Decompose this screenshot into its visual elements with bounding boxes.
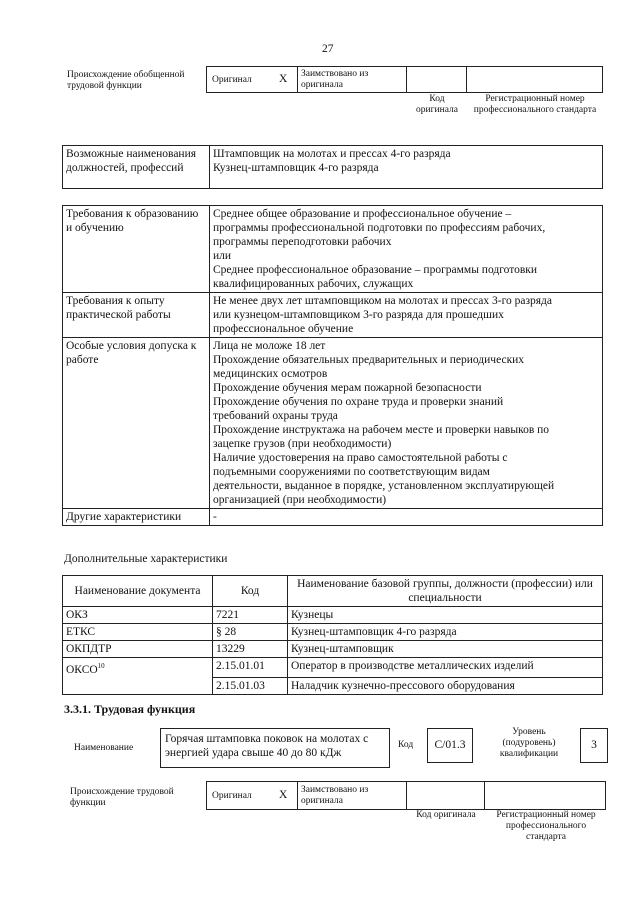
requirement-line: Прохождение обучения мерам пожарной безопасности: [213, 382, 482, 394]
function-code-label: Код: [398, 740, 414, 750]
origin-borrowed-label: Заимствовано из оригинала: [301, 785, 369, 806]
requirement-line: программы переподготовки рабочих: [213, 236, 392, 248]
requirement-line: зацепке грузов (при необходимости): [213, 438, 392, 450]
origin-label: Происхождение трудовой функции: [70, 787, 174, 808]
function-name-box: [160, 728, 390, 768]
cell-document: ОКПДТР: [63, 641, 213, 658]
additional-title: Дополнительные характеристики: [64, 553, 228, 565]
cell-document: [63, 658, 213, 678]
requirement-label: Особые условия допуска к работе: [63, 338, 210, 509]
table-row: [63, 678, 603, 695]
table-row: [63, 624, 603, 641]
requirement-line: профессиональное обучение: [213, 323, 354, 335]
origin-code-caption: Код оригинала: [416, 810, 476, 820]
origin-borrowed-cell: [297, 66, 407, 93]
requirement-line: -: [213, 511, 217, 523]
section-heading: 3.3.1. Трудовая функция: [64, 702, 196, 716]
requirement-line: деятельности, выданное в порядке, установленном эксплуатирующей: [213, 480, 555, 492]
cell-code: § 28: [213, 624, 288, 641]
requirements-table: [62, 205, 603, 526]
origin-borrowed-cell: [297, 781, 407, 810]
cell-code: 7221: [213, 607, 288, 624]
table-row: [63, 658, 603, 678]
function-code-box: [427, 728, 473, 763]
requirement-value: [210, 293, 603, 338]
cell-name: Оператор в производстве металлических изделий: [288, 658, 603, 678]
cell-document-text: ОКСО: [66, 663, 98, 676]
origin-label: Происхождение обобщенной трудовой функции: [67, 70, 185, 91]
table-header-row: [63, 576, 603, 607]
cell-document: ОКЗ: [63, 607, 213, 624]
requirement-line: медицинских осмотров: [213, 368, 328, 380]
requirement-line: подъемными сооружениями по соответствующим видам: [213, 466, 490, 478]
requirement-line: Наличие удостоверения на право самостоятельной работы с: [213, 452, 508, 464]
requirement-value: [210, 338, 603, 509]
origin-code-caption: Код оригинала: [416, 94, 458, 115]
requirement-line: или: [213, 250, 232, 262]
requirement-line: Прохождение инструктажа на рабочем месте и проверки навыков по: [213, 424, 550, 436]
function-name-value: Горячая штамповка поковок на молотах с энергией удара свыше 40 до 80 кДж: [165, 733, 369, 759]
footnote-ref: 10: [97, 662, 105, 670]
requirement-line: программы профессиональной подготовки по профессиям рабочих,: [213, 222, 546, 234]
origin-code-cell: [406, 66, 467, 93]
origin-original-mark: X: [279, 789, 288, 801]
requirement-line: Не менее двух лет штамповщиком на молотах и прессах 3-го разряда: [213, 295, 553, 307]
position-item: Кузнец-штамповщик 4-го разряда: [213, 162, 379, 174]
origin-original-label: Оригинал: [212, 75, 252, 85]
origin-reg-cell: [466, 66, 603, 93]
cell-name: Кузнецы: [288, 607, 603, 624]
cell-code: 13229: [213, 641, 288, 658]
origin-original-cell: [206, 66, 298, 93]
function-name-label: Наименование: [74, 743, 134, 753]
origin-reg-caption: Регистрационный номер профессионального стандарта: [496, 810, 596, 842]
origin-reg-cell: [484, 781, 606, 810]
cell-name: Кузнец-штамповщик: [288, 641, 603, 658]
table-row: [63, 641, 603, 658]
additional-table: [62, 575, 603, 695]
function-level-box: [580, 728, 608, 763]
table-row: [63, 338, 603, 509]
column-header-code: Код: [213, 576, 288, 607]
table-row: [63, 607, 603, 624]
requirement-label: Требования к образованию и обучению: [63, 206, 210, 293]
column-header-name: Наименование базовой группы, должности (профессии) или специальности: [288, 576, 603, 607]
function-level-value: 3: [591, 739, 597, 751]
requirement-label: Требования к опыту практической работы: [63, 293, 210, 338]
cell-code: 2.15.01.03: [213, 678, 288, 695]
origin-reg-caption: Регистрационный номер профессионального стандарта: [473, 94, 597, 115]
page-number: 27: [322, 43, 334, 55]
requirement-value: [210, 509, 603, 526]
requirement-value: [210, 206, 603, 293]
origin-original-cell: [206, 781, 298, 810]
function-code-value: C/01.3: [434, 739, 466, 751]
requirement-line: организацией (при необходимости): [213, 494, 387, 506]
requirement-line: требований охраны труда: [213, 410, 338, 422]
requirement-label: Другие характеристики: [63, 509, 210, 526]
table-row: [63, 293, 603, 338]
positions-values: [210, 146, 603, 189]
cell-name: Кузнец-штамповщик 4-го разряда: [288, 624, 603, 641]
cell-document: [63, 678, 213, 695]
origin-code-cell: [406, 781, 485, 810]
requirement-line: или кузнецом-штамповщиком 3-го разряда для прошедших: [213, 309, 504, 321]
requirement-line: Прохождение обучения по охране труда и проверки знаний: [213, 396, 504, 408]
cell-code: 2.15.01.01: [213, 658, 288, 678]
requirement-line: Среднее общее образование и профессиональное обучение –: [213, 208, 512, 220]
table-row: [63, 206, 603, 293]
column-header-document: Наименование документа: [63, 576, 213, 607]
cell-document: ЕТКС: [63, 624, 213, 641]
requirement-line: Среднее профессиональное образование – программы подготовки: [213, 264, 538, 276]
position-item: Штамповщик на молотах и прессах 4-го разряда: [213, 148, 451, 160]
positions-table: [62, 145, 603, 189]
table-row: [63, 509, 603, 526]
requirement-line: квалифицированных рабочих, служащих: [213, 278, 414, 290]
requirement-line: Лица не моложе 18 лет: [213, 340, 326, 352]
function-level-label: Уровень (подуровень) квалификации: [499, 727, 559, 759]
positions-label: Возможные наименования должностей, профессий: [63, 146, 210, 189]
requirement-line: Прохождение обязательных предварительных и периодических: [213, 354, 525, 366]
origin-original-label: Оригинал: [212, 791, 252, 801]
origin-original-mark: X: [279, 73, 288, 85]
cell-name: Наладчик кузнечно-прессового оборудования: [288, 678, 603, 695]
origin-borrowed-label: Заимствовано из оригинала: [301, 69, 369, 90]
